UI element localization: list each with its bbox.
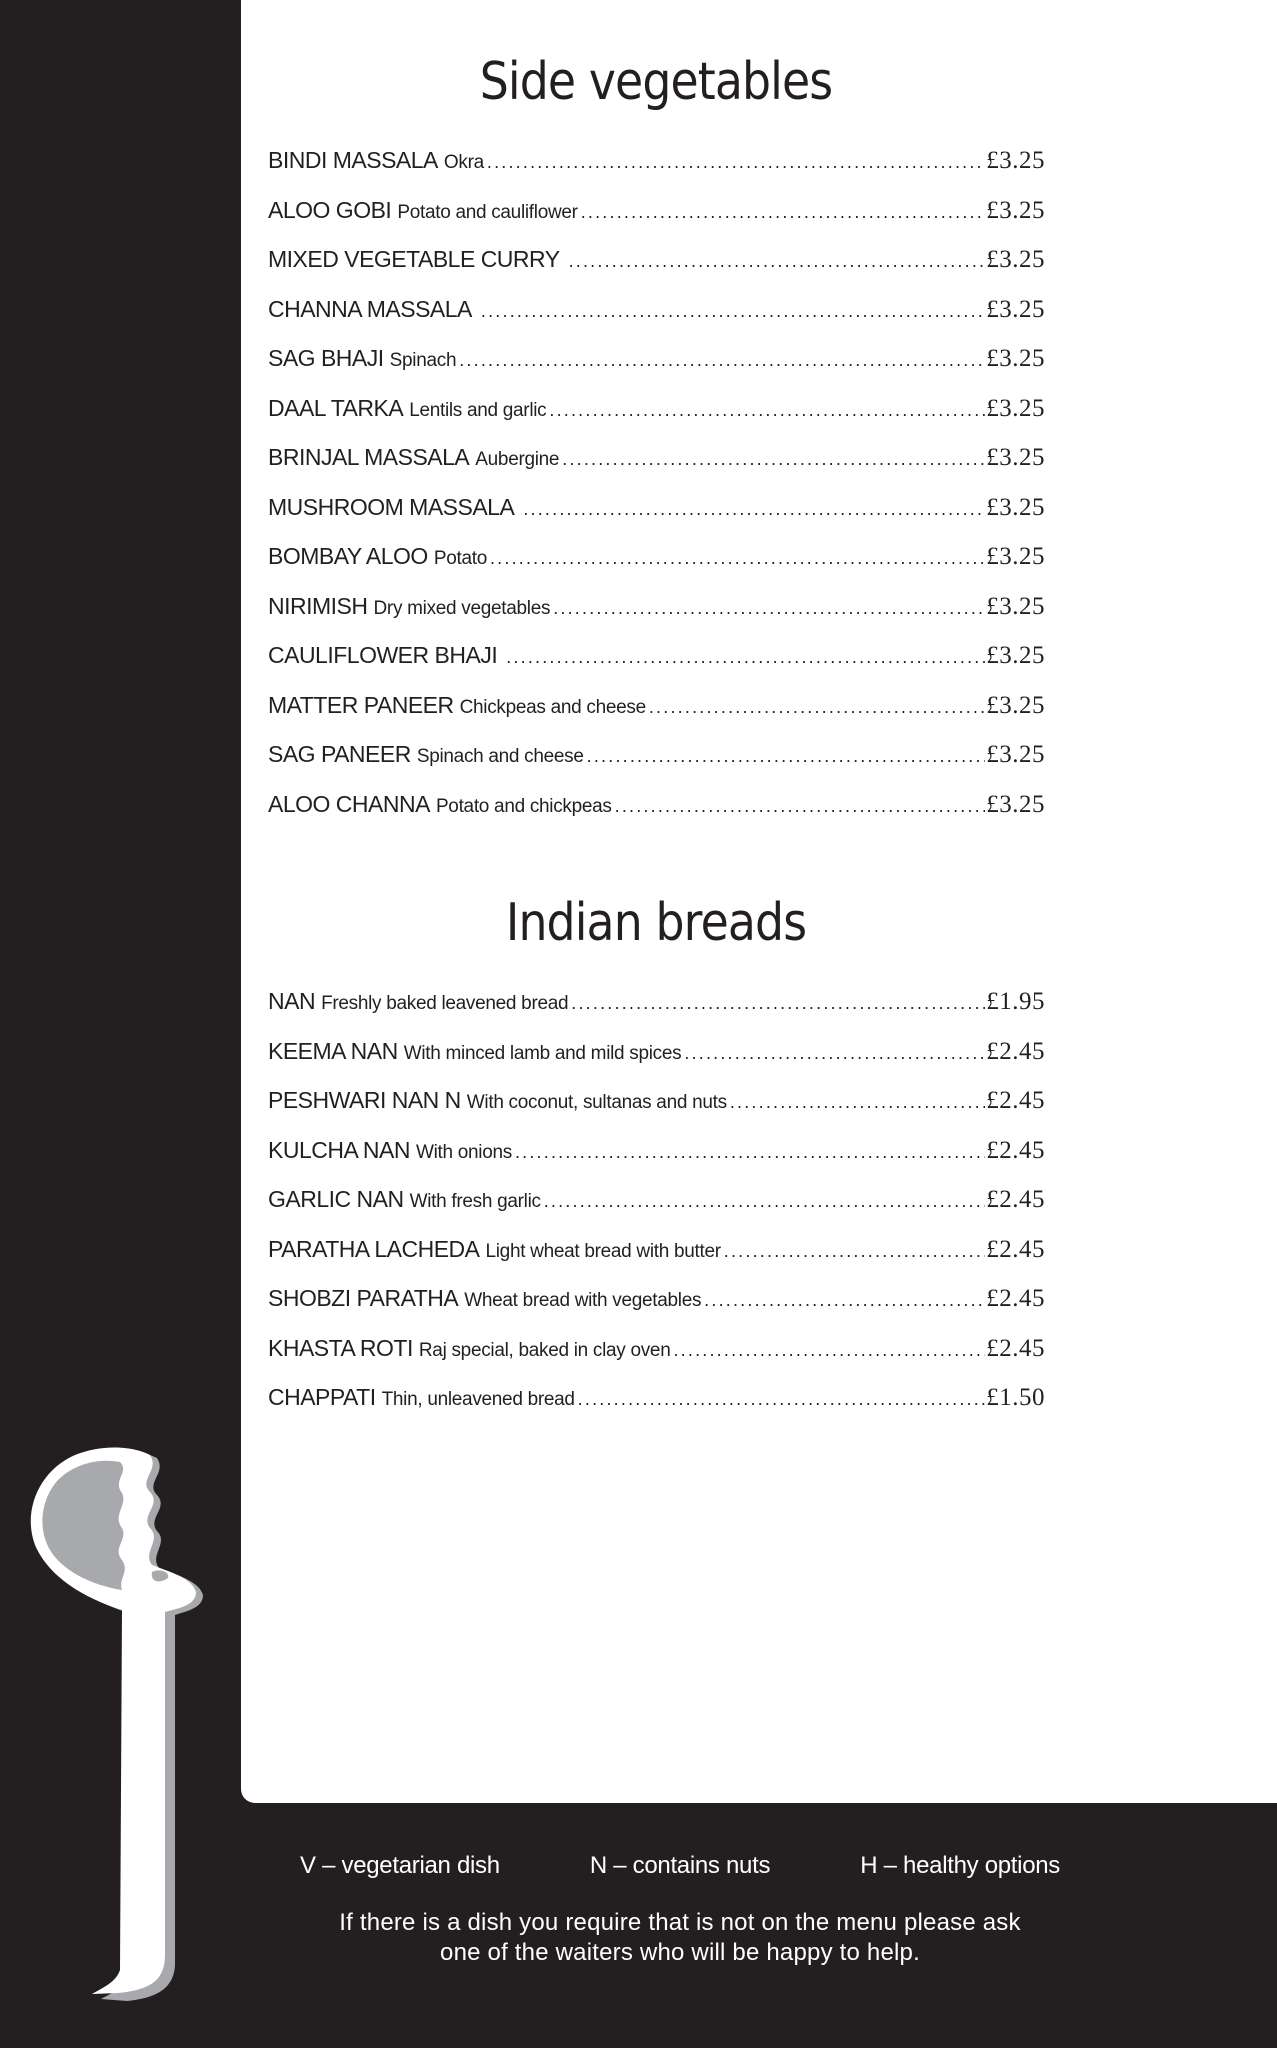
dot-leader: [615, 796, 986, 817]
item-price: £2.45: [986, 1334, 1045, 1362]
item-description: Dry mixed vegetables: [373, 597, 551, 619]
item-name: SHOBZI PARATHA: [268, 1285, 459, 1311]
item-name: BINDI MASSALA: [268, 147, 438, 173]
menu-item: [268, 543, 1045, 593]
dot-leader: [578, 1389, 986, 1410]
item-price: £3.25: [986, 741, 1045, 768]
item-price: £1.95: [986, 988, 1045, 1015]
menu-item: [268, 147, 1045, 197]
dot-leader: [523, 499, 985, 520]
item-description: Okra: [443, 152, 484, 173]
dot-leader: [544, 1191, 986, 1212]
item-name: ALOO GOBI: [268, 196, 392, 223]
item-name: KHASTA ROTI: [268, 1334, 413, 1361]
item-description: Potato and cauliflower: [397, 201, 578, 223]
menu-item: [268, 1236, 1045, 1286]
menu-item: [268, 1038, 1045, 1088]
item-price: £3.25: [986, 543, 1045, 570]
item-name: BOMBAY ALOO: [268, 543, 428, 569]
dot-leader: [724, 1241, 985, 1262]
item-name: SAG PANEER: [268, 741, 411, 767]
item-description: Light wheat bread with butter: [485, 1240, 721, 1262]
dot-leader: [649, 697, 985, 718]
dot-leader: [730, 1092, 985, 1113]
item-description: With fresh garlic: [409, 1191, 541, 1212]
section-title-indian-breads: Indian breads: [505, 893, 807, 953]
dot-leader: [581, 202, 986, 223]
menu-item: [268, 246, 1045, 296]
footer-legend: [300, 1852, 1060, 1880]
menu-item: [268, 593, 1045, 643]
footer-note-line-2: one of the waiters who will be happy to help.: [440, 1939, 920, 1966]
item-description: Thin, unleavened bread: [381, 1389, 575, 1410]
item-description: With onions: [415, 1141, 512, 1163]
menu-item: [268, 1137, 1045, 1187]
item-price: £2.45: [986, 1285, 1045, 1312]
legend-healthy-options: H – healthy options: [860, 1852, 1060, 1879]
menu-item: [268, 988, 1045, 1038]
item-description: Raj special, baked in clay oven: [418, 1339, 671, 1361]
dot-leader: [571, 993, 985, 1014]
item-price: £2.45: [986, 1037, 1045, 1065]
item-price: £3.25: [986, 691, 1045, 719]
dot-leader: [673, 1340, 985, 1361]
footer-note: [290, 1908, 1070, 1968]
item-name: PARATHA LACHEDA: [268, 1235, 480, 1262]
menu-item: [268, 1335, 1045, 1385]
menu-item: [268, 692, 1045, 742]
dot-leader: [553, 598, 985, 619]
item-name: SAG BHAJI: [268, 345, 384, 371]
section-title-side-vegetables: Side vegetables: [479, 52, 833, 112]
item-description: Aubergine: [475, 449, 560, 470]
item-name: ALOO CHANNA: [268, 790, 430, 817]
indian-breads-list: [268, 988, 1045, 1434]
item-name: CHANNA MASSALA: [268, 295, 472, 322]
item-price: £3.25: [986, 592, 1045, 620]
menu-item: [268, 1186, 1045, 1236]
dot-leader: [569, 251, 986, 272]
dot-leader: [459, 350, 985, 371]
item-price: £3.25: [986, 394, 1045, 422]
item-price: £3.25: [986, 295, 1045, 323]
menu-item: [268, 296, 1045, 346]
menu-item: [268, 444, 1045, 494]
item-price: £2.45: [986, 1235, 1045, 1263]
item-name: NIRIMISH: [268, 592, 368, 619]
menu-item: [268, 345, 1045, 395]
item-price: £3.25: [986, 246, 1045, 273]
item-description: Chickpeas and cheese: [459, 696, 646, 718]
item-name: CHAPPATI: [268, 1384, 376, 1410]
footer-note-line-1: If there is a dish you require that is not on the menu please ask: [339, 1909, 1021, 1936]
item-price: £1.50: [986, 1384, 1045, 1411]
legend-contains-nuts: N – contains nuts: [589, 1852, 771, 1879]
item-description: Freshly baked leavened bread: [321, 993, 569, 1014]
dot-leader: [515, 1142, 985, 1163]
item-price: £3.25: [986, 196, 1045, 224]
item-description: Potato: [433, 548, 487, 569]
menu-item: [268, 741, 1045, 791]
item-name: BRINJAL MASSALA: [268, 444, 470, 470]
dot-leader: [704, 1290, 985, 1311]
item-price: £3.25: [986, 493, 1045, 521]
menu-item: [268, 791, 1045, 841]
item-name: KULCHA NAN: [268, 1136, 410, 1163]
legend-vegetarian: V – vegetarian dish: [300, 1852, 500, 1879]
item-description: Spinach: [389, 350, 457, 371]
item-price: £2.45: [986, 1087, 1045, 1114]
item-price: £3.25: [986, 444, 1045, 471]
menu-item: [268, 197, 1045, 247]
dot-leader: [506, 647, 985, 668]
item-price: £3.25: [986, 642, 1045, 669]
item-price: £3.25: [986, 147, 1045, 174]
dot-leader: [549, 400, 985, 421]
item-description: With minced lamb and mild spices: [403, 1042, 682, 1064]
item-price: £3.25: [986, 345, 1045, 372]
item-description: Lentils and garlic: [409, 399, 547, 421]
item-name: MUSHROOM MASSALA: [268, 493, 515, 520]
item-price: £2.45: [986, 1136, 1045, 1164]
dot-leader: [562, 449, 985, 470]
item-name: CAULIFLOWER BHAJI: [268, 642, 498, 668]
item-name: PESHWARI NAN N: [268, 1087, 461, 1113]
dot-leader: [481, 301, 985, 322]
item-price: £2.45: [986, 1186, 1045, 1213]
item-price: £3.25: [986, 790, 1045, 818]
item-name: KEEMA NAN: [268, 1037, 398, 1064]
item-description: With coconut, sultanas and nuts: [466, 1092, 727, 1113]
item-name: GARLIC NAN: [268, 1186, 404, 1212]
dot-leader: [587, 746, 986, 767]
menu-item: [268, 1384, 1045, 1434]
item-name: DAAL TARKA: [268, 394, 404, 421]
sword-icon: [0, 1420, 241, 2020]
item-description: Potato and chickpeas: [435, 795, 612, 817]
menu-item: [268, 395, 1045, 445]
item-description: Wheat bread with vegetables: [464, 1290, 702, 1311]
item-description: Spinach and cheese: [416, 746, 584, 767]
side-vegetables-list: [268, 147, 1045, 840]
item-name: MIXED VEGETABLE CURRY: [268, 246, 560, 272]
item-name: NAN: [268, 988, 316, 1014]
dot-leader: [487, 152, 985, 173]
item-name: MATTER PANEER: [268, 691, 454, 718]
menu-item: [268, 494, 1045, 544]
menu-item: [268, 642, 1045, 692]
menu-item: [268, 1087, 1045, 1137]
dot-leader: [684, 1043, 985, 1064]
dot-leader: [490, 548, 985, 569]
menu-item: [268, 1285, 1045, 1335]
